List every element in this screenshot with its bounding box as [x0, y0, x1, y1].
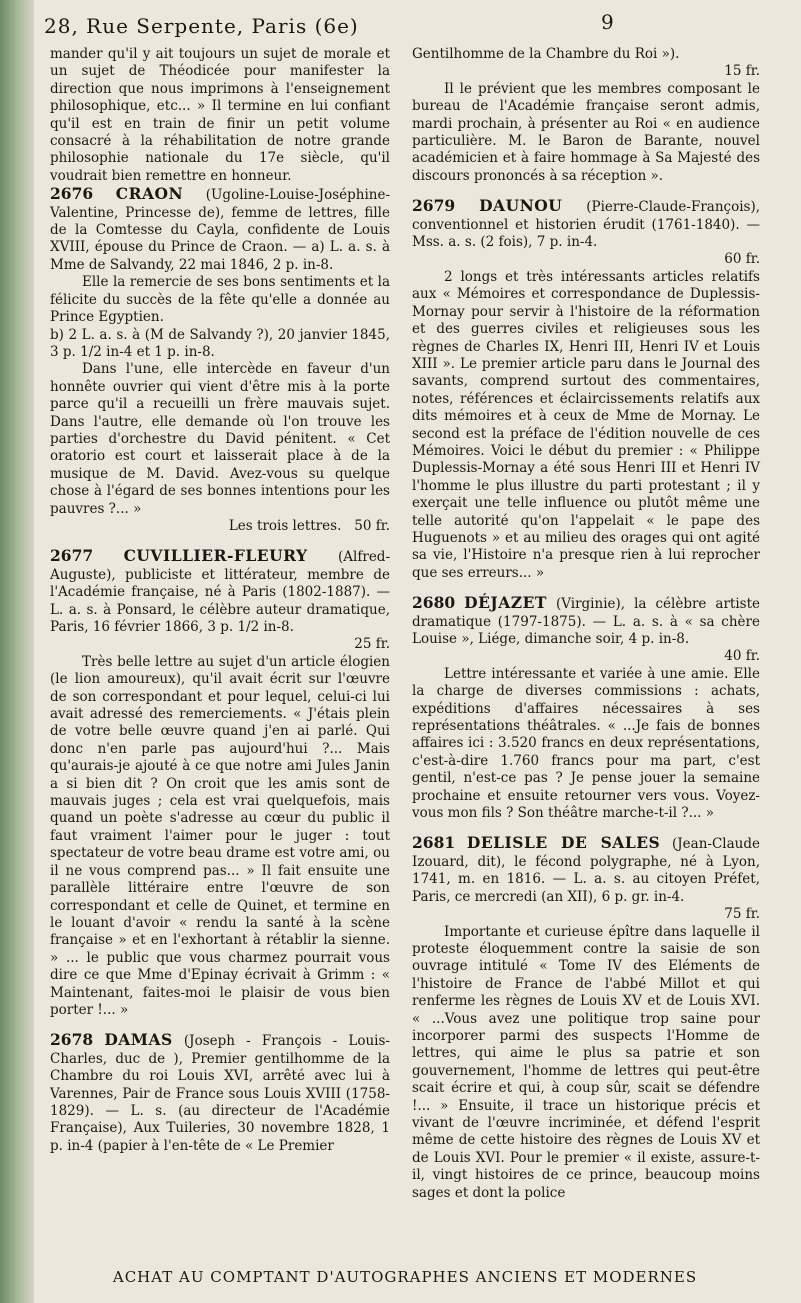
price: 50 fr. — [354, 517, 390, 534]
entry-2681 — [412, 834, 760, 1202]
entry-paragraph: Dans l'une, elle intercède en faveur d'un honnête ouvrier qui vient d'être mis à la porte parce qu'il a recueilli un frère mauvais sujet. Dans l'autre, elle demande où l'on trouve les parties d'orchestre du David pénitent. « Cet oratorio est court et laisserait place à de la musique de M. David. Avez-vous su quelque chose à l'égard de ses bonnes intentions pour les pauvres ?... » — [50, 361, 390, 517]
entry-2680 — [412, 594, 760, 822]
continuation-text: Gentilhomme de la Chambre du Roi »). — [412, 46, 680, 62]
entry-2679 — [412, 197, 760, 582]
entry-name: DAUNOU — [479, 196, 563, 216]
entry-heading — [50, 1031, 390, 1155]
entry-number: 2680 — [412, 593, 456, 613]
entry-subheading: b) 2 L. a. s. à (M de Salvandy ?), 20 janvier 1845, 3 p. 1/2 in-4 et 1 p. in-8. — [50, 326, 390, 360]
entry-paragraph: Importante et curieuse épître dans laquelle il proteste éloquemment contre la saisie de son ouvrage intitulé « Tome IV des Eléments de l'histoire de France de l'abbé Millot et qui renferme les règnes de Louis XV et de Louis XVI. « ...Vous avez une politique trop saine pour incorporer parmi des suspects l'Homme de lettres, qui aime le plus sa patrie et son gouvernement, l'homme de lettres qui peut-être scait écrire et qui, à coup sûr, scait se défendre !... » Ensuite, il trace un historique précis et vivant de l'œuvre incriminée, et défend l'esprit même de cette histoire des règnes de Louis XV et de Louis XVI. Pour le premier « il existe, assure-t-il, vingt histoires de ce prince, beaucoup moins sages et dont la police — [412, 923, 760, 1201]
entry-description: (Jean-Claude Izouard, dit), le fécond polygraphe, né à Lyon, 1741, m. en 1816. — L. a. s. au citoyen Préfet, Paris, ce mercredi (an XII), 6 p. gr. in-4. — [412, 836, 760, 905]
entry-name: DELISLE DE SALES — [466, 833, 661, 853]
header-address: 28, Rue Serpente, Paris (6e) — [44, 14, 359, 38]
entry-number: 2677 — [50, 546, 94, 566]
entry-number: 2676 — [50, 184, 94, 204]
entry-price-line — [50, 518, 390, 535]
entry-description: (Pierre-Claude-François), conventionnel et historien érudit (1761-1840). — Mss. a. s. (2 fois), 7 p. in-4. — [412, 199, 761, 251]
price: 15 fr. — [724, 63, 760, 80]
continuation-text: mander qu'il y ait toujours un sujet de morale et un sujet de Théodicée pour manifester la direction que nous imprimons à l'enseignement philosophique, etc... » Il termine en lui confiant qu'il est en train de finir un petit volume consacré à la réhabilitation de notre grande philosophie nationale du 17e siècle, qu'il voudrait bien remettre en honneur. — [50, 46, 390, 184]
entry-2678-continued — [412, 46, 760, 185]
entry-name: DÉJAZET — [464, 593, 547, 613]
entry-description: (Joseph - François - Louis-Charles, duc de ), Premier gentilhomme de la Chambre du roi Louis XVI, arrêté avec lui à Varennes, Pair de France sous Louis XVIII (1758-1829). — L. s. (au directeur de l'Académie Française), Aux Tuileries, 30 novembre 1828, 1 p. in-4 (papier à l'en-tête de « Le Premier — [50, 1033, 390, 1154]
entry-heading — [50, 185, 390, 274]
entry-name: CRAON — [115, 184, 184, 204]
entry-2677 — [50, 547, 390, 1019]
entry-description: (Ugoline-Louise-Joséphine-Valentine, Princesse de), femme de lettres, fille de la Comtesse du Cayla, confidente de Louis XVIII, épouse du Prince de Craon. — a) L. a. s. à Mme de Salvandy, 22 mai 1846, 2 p. in-8. — [50, 187, 391, 273]
price: 25 fr. — [354, 636, 390, 653]
entry-name: DAMAS — [104, 1030, 173, 1050]
entry-name: CUVILLIER-FLEURY — [123, 546, 308, 566]
entry-paragraph: 2 longs et très intéressants articles relatifs aux « Mémoires et correspondance de Duplessis-Mornay pour servir à l'histoire de la réformation et des guerres civiles et religieuses sous les règnes de Charles IX, Henri III, Henri IV et Louis XIII ». Le premier article paru dans le Journal des savants, comprend surtout des commentaires, notes, références et éclaircissements relatifs aux dits mémoires et à ceux de Mme de Mornay. Le second est la préface de l'édition nouvelle de ces Mémoires. Voici le début du premier : « Philippe Duplessis-Mornay a été sous Henri III et Henri IV l'homme le plus illustre du parti protestant ; il y exerçait une telle influence ou plutôt même une telle autorité qu'on l'appelait « le pape des Huguenots » et au milieu des orages qui ont agité sa vie, l'Histoire n'a presque rien à lui reprocher que ses erreurs... » — [412, 268, 760, 581]
entry-number: 2681 — [412, 833, 456, 853]
price: 60 fr. — [724, 251, 760, 268]
entry-heading — [412, 594, 760, 648]
entry-heading — [50, 547, 390, 636]
entry-description: (Alfred-Auguste), publiciste et littérateur, membre de l'Académie française, né à Paris (1802-1887). — L. a. s. à Ponsard, le célèbre auteur dramatique, Paris, 16 février 1866, 3 p. 1/2 in-8. — [50, 549, 391, 635]
entry-paragraph: Très belle lettre au sujet d'un article élogien (le lion amoureux), qu'il avait écrit sur l'œuvre de son correspondant et pour lequel, celui-ci lui avait adressé des remerciements. « J'étais plein de votre belle œuvre quand j'en ai parlé. Qui donc n'en parle pas aujourd'hui ?... Mais qu'aurais-je ajouté à ce que notre ami Jules Janin a si bien dit ? On croit que les amis sont de mauvais juges ; cela est vrai quelquefois, mais quand un poète s'adresse au cœur du public il faut vraiment l'aimer pour le juger : tout spectateur de votre beau drame est votre ami, ou il ne vous comprend pas... » Il fait ensuite une parallèle littéraire entre l'œuvre de son correspondant et celle de Quinet, et termine en le louant d'avoir « rendu la santé à la scène française » et en l'exhortant à rétablir la sienne. » ... le public que vous charmez pourrait vous dire ce que Mme d'Epinay écrivait à Grimm : « Maintenant, faites-moi le plaisir de vous bien porter !... » — [50, 653, 390, 1018]
entry-2676 — [50, 185, 390, 535]
right-column — [412, 46, 760, 1214]
entry-number: 2679 — [412, 196, 456, 216]
entry-paragraph: Il le prévient que les membres composant le bureau de l'Académie française seront admis, mardi prochain, à présenter au Roi « en audience particulière. M. le Baron de Barante, nouvel académicien et à faire hommage à Sa Majesté des discours prononcés à sa réception ». — [412, 80, 760, 184]
entry-number: 2678 — [50, 1030, 94, 1050]
entry-paragraph: Lettre intéressante et variée à une amie. Elle la charge de diverses commissions : achats, expéditions d'affaires nécessaires à ses représentations théâtrales. « ...Je fais de bonnes affaires ici : 3.520 francs en deux représentations, c'est-à-dire 1.760 francs pour ma part, c'est gentil, n'est-ce pas ? Je pense jouer la semaine prochaine et ensuite retourner vers vous. Voyez-vous mon fils ? Son théâtre marche-t-il ?... » — [412, 665, 760, 822]
left-column — [50, 46, 390, 1167]
entry-description: (Virginie), la célèbre artiste dramatique (1797-1875). — L. a. s. à « sa chère Louise », Liége, dimanche soir, 4 p. in-8. — [412, 596, 761, 647]
entry-2678 — [50, 1031, 390, 1155]
price-label: Les trois lettres. — [228, 517, 342, 534]
footer-banner: ACHAT AU COMPTANT D'AUTOGRAPHES ANCIENS ET MODERNES — [112, 1268, 698, 1286]
price: 40 fr. — [724, 648, 760, 665]
page-number: 9 — [601, 10, 614, 34]
entry-paragraph: Elle la remercie de ses bons sentiments et la félicite du succès de la fête qu'elle a donnée au Prince Egyptien. — [50, 274, 390, 326]
page-edge-shadow — [0, 0, 34, 1303]
price: 75 fr. — [724, 906, 760, 923]
entry-heading — [412, 197, 760, 251]
entry-heading — [412, 834, 760, 906]
